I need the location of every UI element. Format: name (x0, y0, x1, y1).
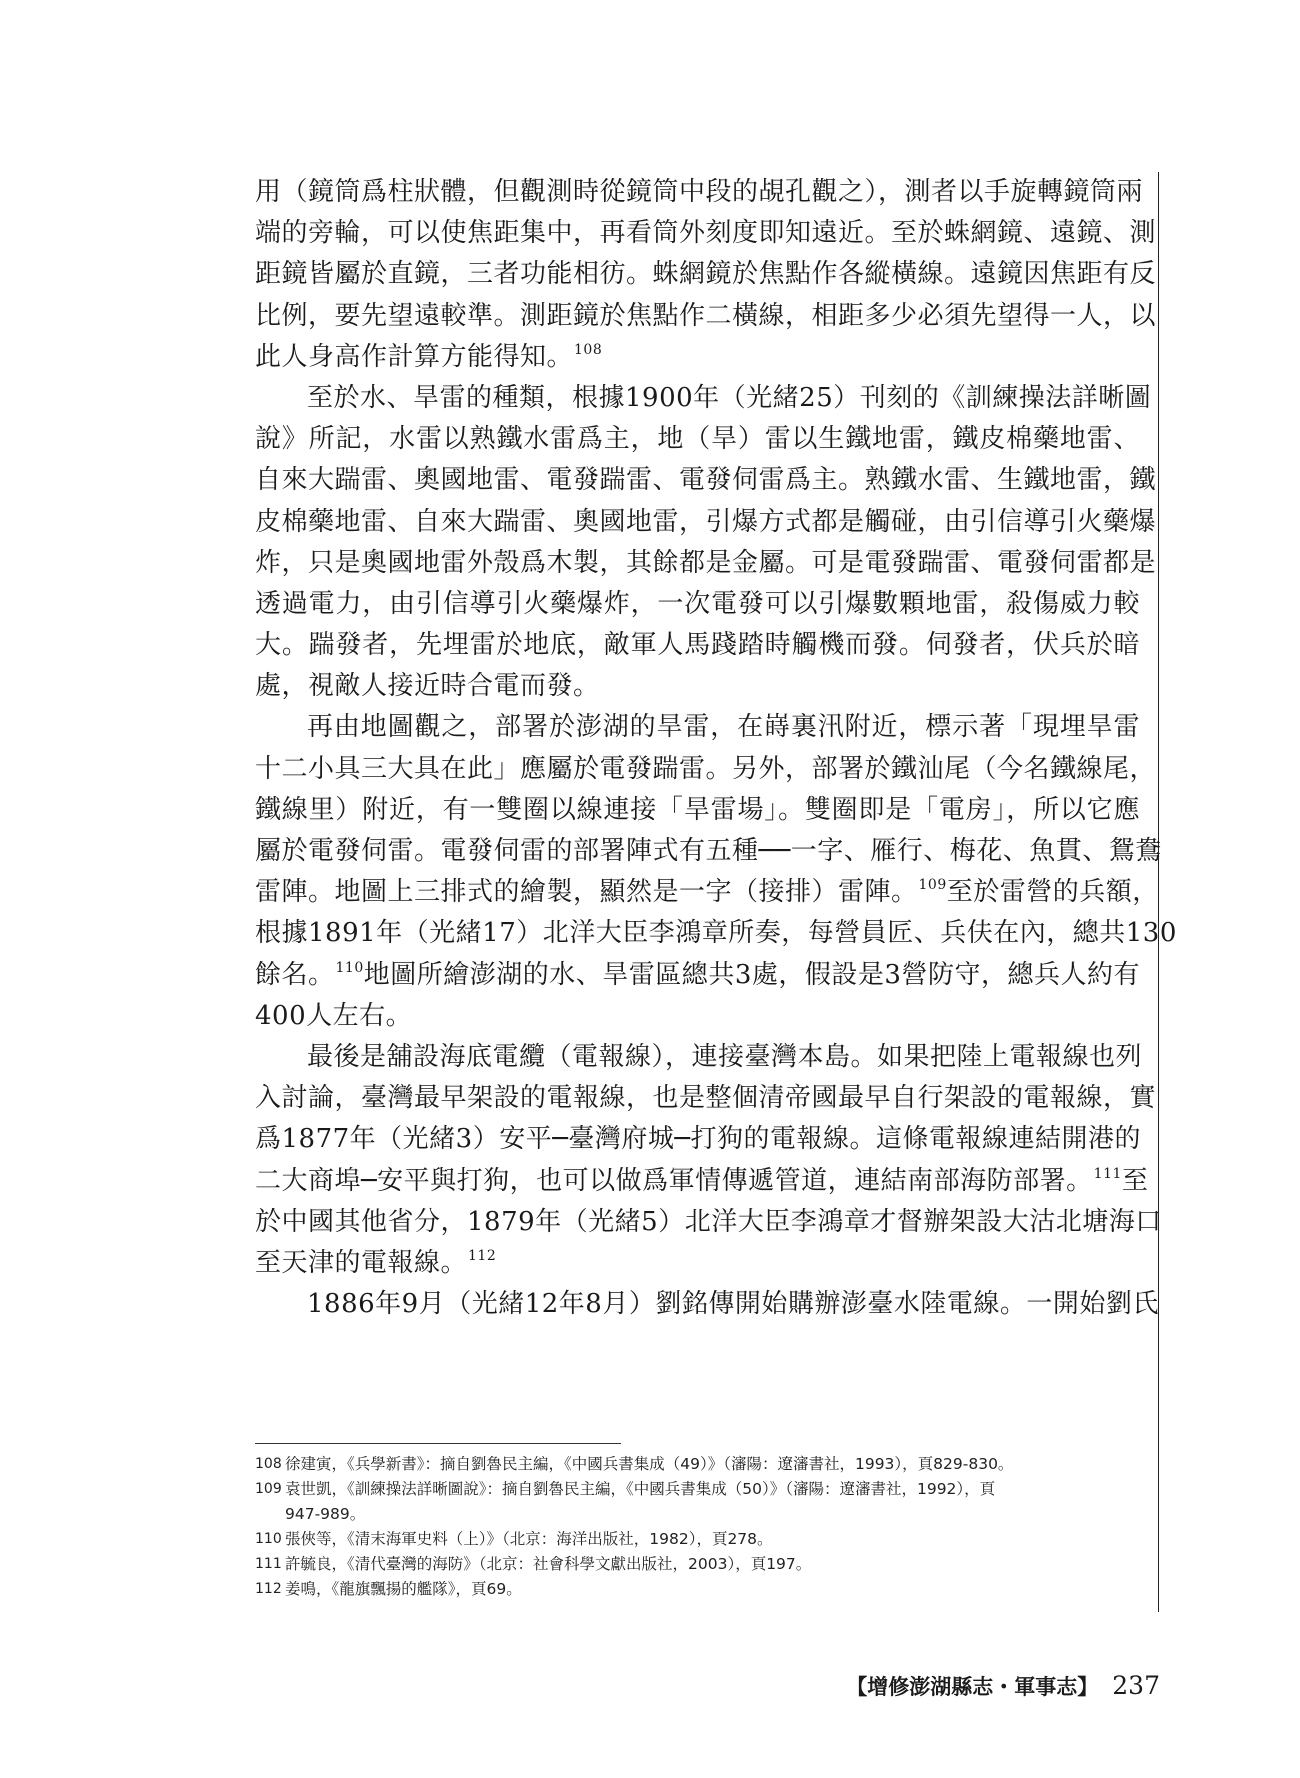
text-line (255, 1078, 1157, 1119)
line-text: 入討論，臺灣最早架設的電報線，也是整個清帝國最早自行架設的電報線，實 (255, 1083, 1157, 1114)
line-text: 爲1877年（光緒3）安平─臺灣府城─打狗的電報線。這條電報線連結開港的 (255, 1124, 1142, 1155)
body-text (255, 172, 1177, 1325)
text-line (255, 172, 1144, 213)
text-line (255, 378, 1152, 419)
line-text: 比例，要先望遠較準。測距鏡於焦點作二橫線，相距多少必須先望得一人，以 (255, 300, 1157, 331)
text-line (255, 296, 1157, 337)
footnote-ref[interactable]: 108 (574, 341, 603, 358)
footnote (255, 1477, 1140, 1502)
line-text: 透過電力，由引信導引火藥爆炸，一次電發可以引爆數顆地雷，殺傷威力較 (255, 588, 1140, 619)
text-line (255, 419, 1140, 460)
text-line (255, 254, 1157, 295)
line-text: 至天津的電報線。 (255, 1247, 468, 1278)
footnote-number: 110 (255, 1531, 282, 1547)
footnote-text: 張俠等，《清末海軍史料（上）》（北京：海洋出版社，1982），頁278。 (285, 1530, 773, 1548)
line-text-after: 至於雷營的兵額， (946, 877, 1159, 908)
footnote-ref[interactable]: 112 (468, 1247, 497, 1264)
text-line (255, 625, 1140, 666)
line-text: 屬於電發伺雷。電發伺雷的部署陣式有五種──一字、雁行、梅花、魚貫、鴛鴦 (255, 836, 1162, 866)
text-line (255, 872, 1159, 913)
footnote-ref[interactable]: 111 (1093, 1165, 1122, 1182)
text-line (255, 1161, 1149, 1202)
footnote-text: 姜鳴，《龍旗飄揚的艦隊》，頁69。 (285, 1580, 522, 1598)
footnote-ref[interactable]: 109 (918, 877, 947, 894)
footnote-text: 許毓良，《清代臺灣的海防》（北京：社會科學文獻出版社，2003），頁197。 (285, 1555, 812, 1573)
line-text: 根據1891年（光緒17）北洋大臣李鴻章所奏，每營員匠、兵伕在內，總共130 (255, 918, 1177, 949)
text-line (255, 707, 1140, 748)
text-line (255, 996, 1140, 1037)
text-line (255, 913, 1177, 954)
line-text: 說》所記，水雷以熟鐵水雷爲主，地（旱）雷以生鐵地雷，鐵皮棉藥地雷、 (255, 424, 1140, 455)
footnote (255, 1527, 1140, 1552)
footnote (255, 1577, 1140, 1602)
footnote-continuation: 947-989。 (285, 1505, 366, 1523)
text-line (255, 543, 1157, 584)
footnote-ref[interactable]: 110 (335, 959, 364, 976)
line-text: 十二小具三大具在此」應屬於電發踹雷。另外，部署於鐵汕尾（今名鐵線尾， (255, 753, 1157, 784)
footnote-number: 112 (255, 1581, 282, 1597)
line-text: 自來大踹雷、奧國地雷、電發踹雷、電發伺雷爲主。熟鐵水雷、生鐵地雷，鐵 (255, 465, 1157, 496)
footnote-rule (255, 1443, 621, 1444)
text-line (255, 337, 1140, 378)
line-text: 於中國其他省分，1879年（光緒5）北洋大臣李鴻章才督辦架設大沽北塘海口 (255, 1206, 1162, 1237)
text-line (255, 1202, 1162, 1243)
line-text: 大。踹發者，先埋雷於地底，敵軍人馬踐踏時觸機而發。伺發者，伏兵於暗 (255, 630, 1140, 661)
footnote-number: 111 (255, 1556, 282, 1572)
line-text: 鐵線里）附近，有一雙圈以線連接「旱雷場」。雙圈即是「電房」，所以它應 (255, 794, 1140, 825)
line-text: 雷陣。地圖上三排式的繪製，顯然是一字（接排）雷陣。 (255, 877, 918, 908)
text-line (255, 213, 1157, 254)
text-line (255, 790, 1140, 831)
text-line (255, 584, 1140, 625)
line-text: 至於水、旱雷的種類，根據1900年（光緒25）刊刻的《訓練操法詳晰圖 (307, 382, 1152, 413)
text-line (255, 955, 1140, 996)
text-line (255, 1119, 1140, 1160)
text-line (255, 460, 1157, 501)
footnotes (255, 1452, 1140, 1602)
footnote-text: 袁世凱，《訓練操法詳晰圖說》：摘自劉魯民主編，《中國兵書集成（50）》（瀋陽：遼瀋書社，1992），頁 (285, 1480, 996, 1498)
running-footer (846, 1671, 1160, 1701)
book-title: 【增修澎湖縣志・軍事志】 (846, 1674, 1099, 1699)
line-text-after: 至 (1121, 1165, 1149, 1196)
text-line (255, 831, 1162, 872)
text-line (255, 1243, 1140, 1284)
line-text: 炸，只是奧國地雷外殼爲木製，其餘都是金屬。可是電發踹雷、電發伺雷都是 (255, 547, 1157, 578)
line-text: 再由地圖觀之，部署於澎湖的旱雷，在嵵裏汛附近，標示著「現埋旱雷 (307, 712, 1140, 743)
text-line (255, 666, 1140, 707)
footnote-number: 109 (255, 1481, 282, 1497)
line-text: 皮棉藥地雷、自來大踹雷、奧國地雷，引爆方式都是觸碰，由引信導引火藥爆 (255, 506, 1157, 537)
line-text: 1886年9月（光緒12年8月）劉銘傳開始購辦澎臺水陸電線。一開始劉氏 (307, 1289, 1159, 1320)
footnote-number: 108 (255, 1456, 282, 1472)
line-text: 二大商埠─安平與打狗，也可以做爲軍情傳遞管道，連結南部海防部署。 (255, 1165, 1093, 1196)
line-text: 用（鏡筒爲柱狀體，但觀測時從鏡筒中段的覘孔觀之），測者以手旋轉鏡筒兩 (255, 177, 1144, 207)
line-text: 最後是舖設海底電纜（電報線），連接臺灣本島。如果把陸上電報線也列 (307, 1041, 1143, 1072)
text-line (255, 749, 1157, 790)
page-number: 237 (1112, 1671, 1160, 1700)
line-text: 距鏡皆屬於直鏡，三者功能相彷。蛛網鏡於焦點作各縱橫線。遠鏡因焦距有反 (255, 259, 1157, 290)
text-line (255, 502, 1157, 543)
line-text: 端的旁輪，可以使焦距集中，再看筒外刻度即知遠近。至於蛛網鏡、遠鏡、測 (255, 218, 1157, 249)
line-text: 處，視敵人接近時合電而發。 (255, 671, 600, 702)
text-line (255, 1037, 1143, 1078)
text-line (255, 1284, 1159, 1325)
line-text: 餘名。 (255, 959, 335, 990)
line-text: 400人左右。 (255, 1000, 413, 1031)
line-text-after: 地圖所繪澎湖的水、旱雷區總共3處，假設是3營防守，總兵人約有 (363, 959, 1140, 990)
footnote (255, 1452, 1140, 1477)
footnote-text: 徐建寅，《兵學新書》：摘自劉魯民主編，《中國兵書集成（49）》（瀋陽：遼瀋書社，1993），頁829-830。 (285, 1455, 1014, 1473)
footnote (255, 1552, 1140, 1577)
line-text: 此人身高作計算方能得知。 (255, 341, 574, 372)
